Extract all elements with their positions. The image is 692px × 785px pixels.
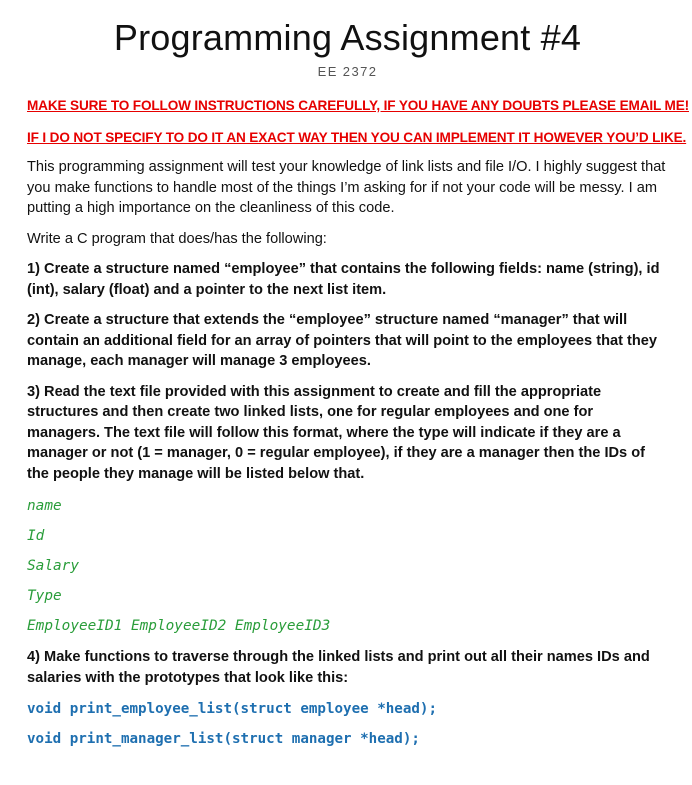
requirement-3: 3) Read the text file provided with this assignment to create and fill the appropriate structures and then create two linked lists, one for regular employees and one for managers. The text file will follow this format, where the type will indicate if they are a manager or not (1 = manager, 0 = regular employee), if they are a manager then the IDs of the people they manage will be listed below that. (27, 383, 645, 482)
format-line-employee-ids: EmployeeID1 EmployeeID2 EmployeeID3 (27, 618, 331, 634)
format-line-id: Id (27, 528, 45, 544)
requirement-2: 2) Create a structure that extends the “employee” structure named “manager” that will contain an additional field for an array of pointers that will point to the employees that they manage, each manager will manage 3 employees. (27, 312, 658, 369)
write-instruction: Write a C program that does/has the following: (27, 230, 327, 247)
warning-follow-instructions: MAKE SURE TO FOLLOW INSTRUCTIONS CAREFULLY, IF YOU HAVE ANY DOUBTS PLEASE EMAIL ME! (27, 98, 689, 113)
requirement-1: 1) Create a structure named “employee” that contains the following fields: name (string), id (int), salary (float) and a pointer to the next list item. (27, 261, 660, 298)
format-line-name: name (27, 498, 62, 514)
prototype-print-manager-list: void print_manager_list(struct manager *head); (27, 731, 420, 747)
requirement-4: 4) Make functions to traverse through the linked lists and print out all their names IDs and salaries with the prototypes that look like this: (27, 649, 650, 686)
format-line-salary: Salary (27, 558, 79, 574)
intro-paragraph: This programming assignment will test your knowledge of link lists and file I/O. I highly suggest that you make functions to handle most of the things I’m asking for if not your code will be messy. I am putting a high importance on the cleanliness of this code. (27, 159, 666, 216)
page-title: Programming Assignment #4 (113, 17, 582, 58)
format-line-type: Type (27, 588, 62, 604)
course-code: EE 2372 (317, 64, 378, 79)
warning-implementation-freedom: IF I DO NOT SPECIFY TO DO IT AN EXACT WAY THEN YOU CAN IMPLEMENT IT HOWEVER YOU’D LIKE. (27, 130, 687, 145)
prototype-print-employee-list: void print_employee_list(struct employee *head); (27, 701, 437, 717)
